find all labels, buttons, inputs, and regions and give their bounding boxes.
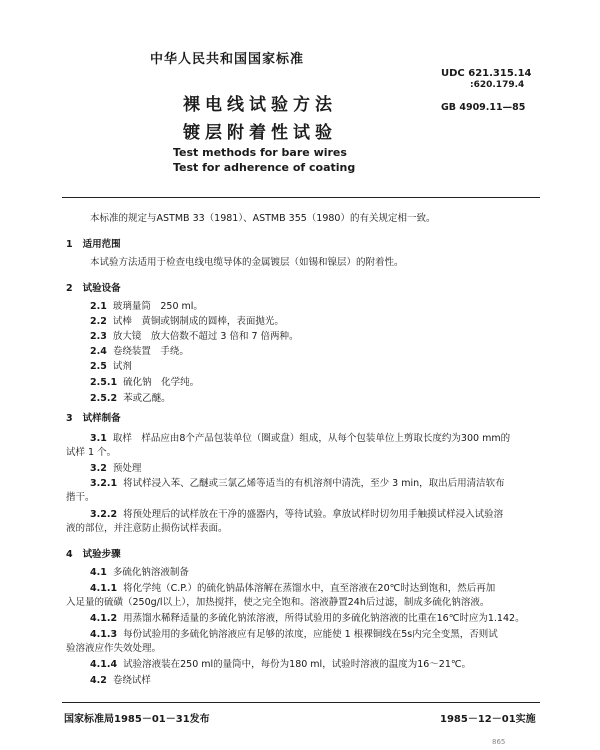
clause-number: 2.2 (90, 316, 107, 327)
issuing-org: 中华人民共和国国家标准 (150, 52, 305, 67)
clause-number: 2.3 (90, 331, 107, 342)
clause-text: 试棒 黄铜或钢制成的圆棒，表面抛光。 (112, 316, 284, 327)
clause-text: 卷绕装置 手绕。 (112, 346, 189, 357)
para-3-1-cont: 试样 1 个。 (66, 447, 117, 458)
equipment-item (90, 360, 132, 373)
clause-number: 2.1 (90, 301, 107, 312)
gb-code: GB 4909.11—85 (441, 102, 526, 113)
clause-text: 每份试验用的多硫化钠溶液应有足够的浓度，应能使 1 根裸铜线在5s内完全变黑，否则试 (123, 629, 498, 640)
section-title: 适用范围 (82, 239, 121, 250)
clause-number: 3.1 (90, 433, 107, 444)
clause-number: 4.1.2 (90, 613, 118, 624)
equipment-item (90, 315, 284, 328)
clause-text: 多硫化钠溶液制备 (112, 567, 189, 578)
intro-text: 本标准的规定与ASTMB 33（1981）、ASTMB 355（1980）的有关规定相一致。 (90, 213, 436, 224)
clause-text: 苯或乙醚。 (123, 393, 171, 404)
para-3-2-2 (90, 508, 503, 521)
para-4-1-3 (90, 628, 498, 641)
para-4-1-2 (90, 612, 525, 625)
title-en-2: Test for adherence of coating (173, 161, 356, 174)
clause-text: 放大镜 放大倍数不超过 3 倍和 7 倍两种。 (112, 331, 299, 342)
clause-number: 2.5 (90, 361, 107, 372)
section-1-heading (66, 236, 121, 250)
clause-number: 4.1.4 (90, 659, 118, 670)
clause-number: 2.4 (90, 346, 107, 357)
para-3-1 (90, 432, 510, 445)
clause-number: 3.2.1 (90, 478, 118, 489)
para-4-1-1 (90, 582, 495, 595)
clause-number: 2.5.1 (90, 377, 118, 388)
section-1-text: 本试验方法适用于检查电线电缆导体的金属镀层（如锡和镍层）的附着性。 (90, 257, 404, 268)
para-3-2-2-cont: 液的部位，并注意防止损伤试样表面。 (66, 523, 228, 534)
para-3-2 (90, 462, 141, 475)
section-2-heading (66, 280, 121, 294)
title-line-2: 镀层附着性试验 (183, 123, 337, 143)
udc-code-1: UDC 621.315.14 (441, 68, 532, 79)
para-4-1-4 (90, 658, 471, 671)
equipment-item (90, 330, 299, 343)
equipment-item (90, 392, 171, 405)
clause-number: 4.1 (90, 567, 107, 578)
clause-number: 4.1.1 (90, 583, 118, 594)
section-number: 3 (66, 413, 73, 424)
clause-text: 将预处理后的试样放在干净的盛器内，等待试验。拿放试样时切勿用手触摸试样浸入试验溶 (123, 509, 504, 520)
equipment-item (90, 345, 189, 358)
section-title: 试验步骤 (82, 549, 121, 560)
clause-text: 取样 样品应由8个产品包装单位（圈或盘）组成，从每个包装单位上剪取长度约为300 mm的 (112, 433, 511, 444)
clause-text: 试剂 (112, 361, 132, 372)
clause-text: 硫化钠 化学纯。 (123, 377, 200, 388)
para-4-1 (90, 566, 189, 579)
clause-text: 将化学纯（C.P.）的硫化钠晶体溶解在蒸馏水中，直至溶液在20℃时达到饱和，然后再加 (123, 583, 496, 594)
para-4-1-3-cont: 验溶液应作失效处理。 (66, 643, 162, 654)
clause-text: 试验溶液装在250 ml的量筒中，每份为180 ml，试验时溶液的温度为16～21℃。 (123, 659, 472, 670)
clause-number: 4.1.3 (90, 629, 118, 640)
section-number: 1 (66, 239, 73, 250)
clause-text: 玻璃量筒 250 ml。 (112, 301, 203, 312)
para-4-2 (90, 674, 151, 687)
section-number: 4 (66, 549, 73, 560)
clause-text: 预处理 (112, 463, 142, 474)
equipment-item (90, 376, 199, 389)
section-4-heading (66, 546, 121, 560)
section-number: 2 (66, 283, 73, 294)
clause-text: 用蒸馏水稀释适量的多硫化钠浓溶液，所得试验用的多硫化钠溶液的比重在16℃时应为1.142。 (123, 613, 525, 624)
section-title: 试样制备 (82, 413, 121, 424)
para-3-2-1 (90, 477, 505, 490)
clause-number: 4.2 (90, 675, 107, 686)
equipment-item (90, 300, 203, 313)
page-number: 865 (492, 738, 506, 746)
para-3-2-1-cont: 揩干。 (66, 492, 95, 503)
udc-code-2: :620.179.4 (470, 80, 525, 90)
para-4-1-1-cont: 入足量的硫磺（250g/l以上），加热搅拌，使之完全饱和。溶液静置24h后过滤，制成多硫化钠溶液。 (66, 597, 490, 608)
clause-text: 卷绕试样 (112, 675, 151, 686)
section-title: 试验设备 (82, 283, 121, 294)
clause-number: 2.5.2 (90, 393, 118, 404)
section-3-heading (66, 410, 121, 424)
clause-text: 将试样浸入苯、乙醚或三氯乙烯等适当的有机溶剂中清洗，至少 3 min，取出后用清洁软布 (123, 478, 505, 489)
effective-date: 1985－12－01实施 (440, 714, 536, 725)
title-en-1: Test methods for bare wires (173, 146, 347, 159)
issue-date: 国家标准局1985－01－31发布 (64, 714, 210, 725)
header-rule (62, 197, 540, 198)
clause-number: 3.2.2 (90, 509, 118, 520)
footer-rule (62, 702, 540, 703)
clause-number: 3.2 (90, 463, 107, 474)
title-line-1: 裸电线试验方法 (183, 95, 337, 115)
